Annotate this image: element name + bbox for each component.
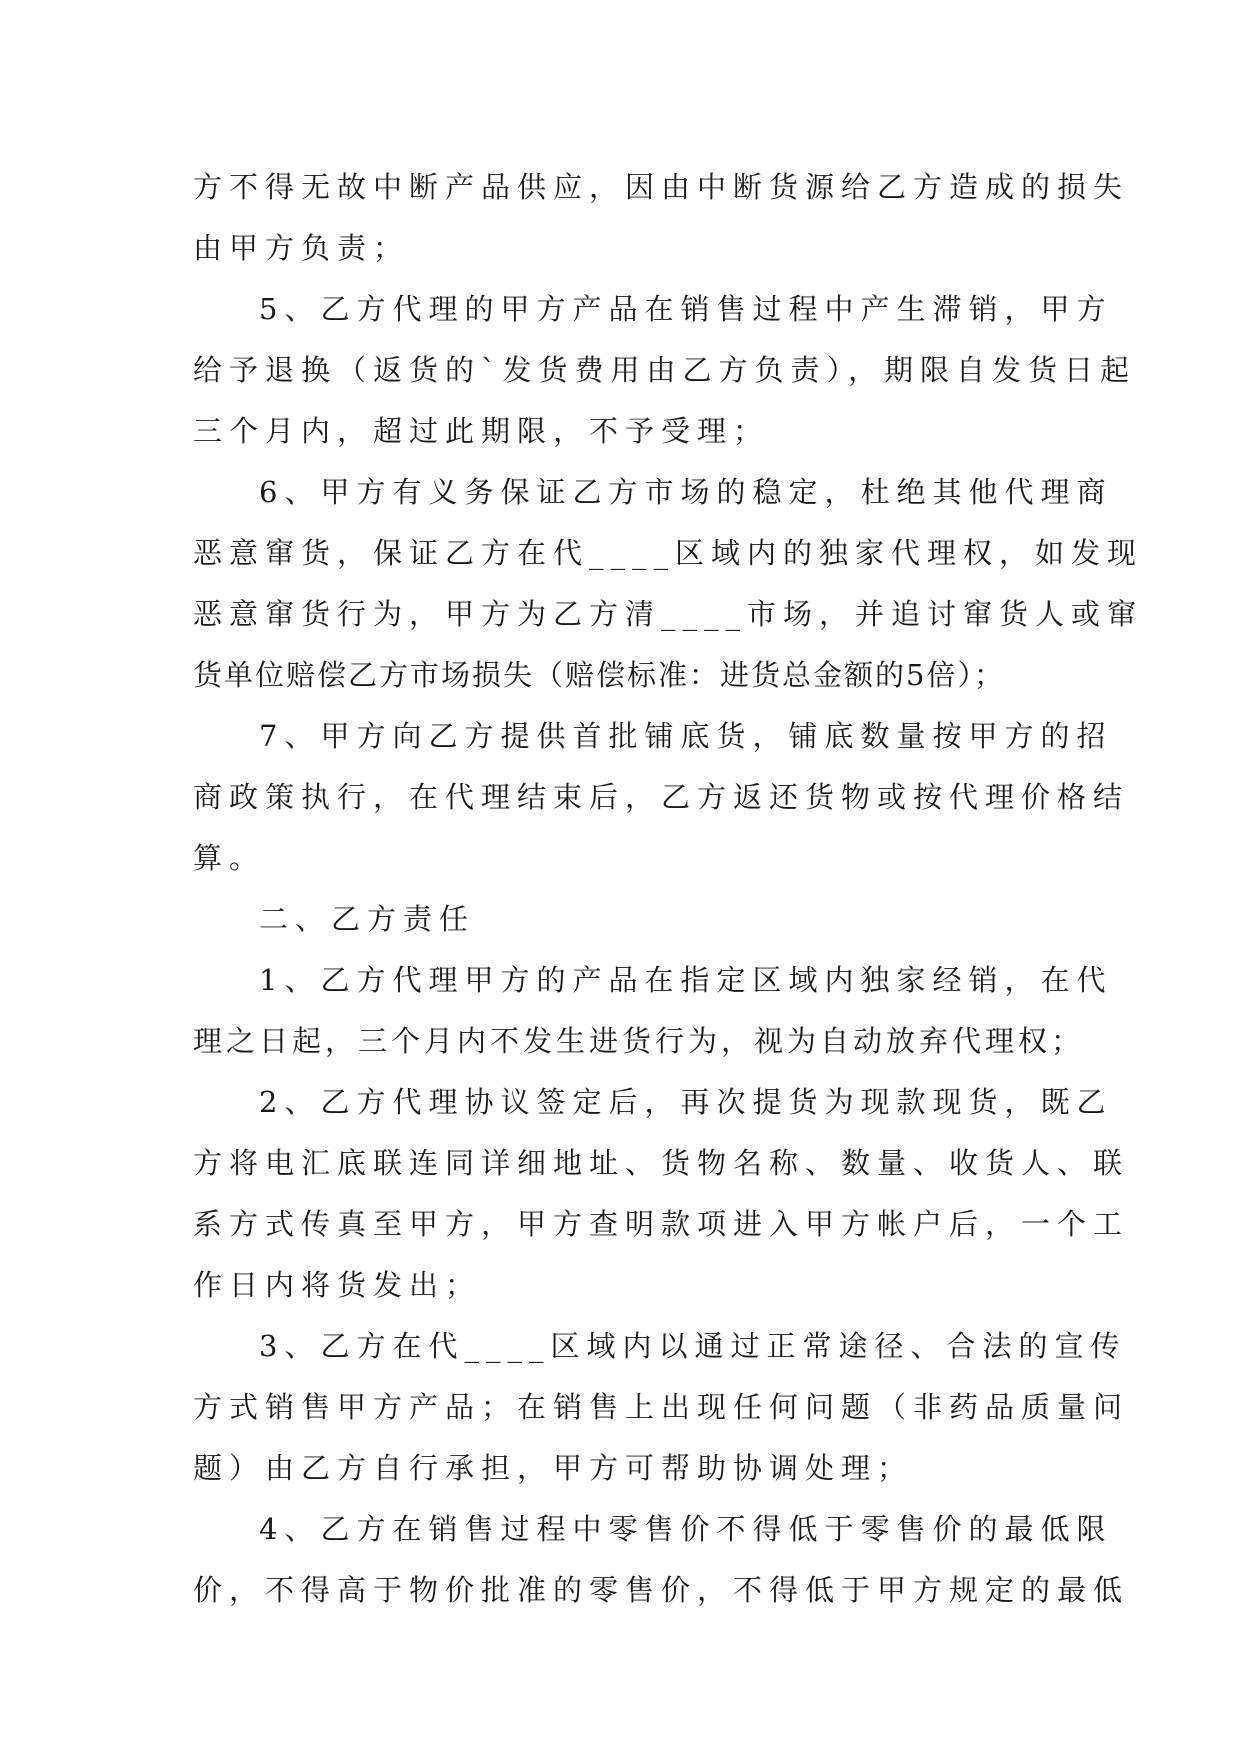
text-line: 二、乙方责任: [259, 902, 476, 936]
document-body: [193, 157, 1144, 1621]
text-line: 货单位赔偿乙方市场损失（赔偿标准：进货总金额的5倍）；: [193, 658, 1005, 692]
paragraph: [193, 279, 1137, 462]
text-line: 方不得无故中断产品供应，因由中断货源给乙方造成的损失: [193, 170, 1130, 204]
text-line: 理之日起，三个月内不发生进货行为，视为自动放弃代理权；: [193, 1024, 1085, 1058]
text-line: 恶意窜货，保证乙方在代____区域内的独家代理权，如发现: [193, 536, 1144, 570]
paragraph: [193, 706, 1130, 889]
text-line: 作日内将货发出；: [193, 1268, 482, 1302]
text-line: 三个月内，超过此期限，不予受理；: [193, 414, 770, 448]
text-line: 1、乙方代理甲方的产品在指定区域内独家经销，在代: [259, 963, 1113, 997]
paragraph: [193, 950, 1113, 1072]
text-line: 6、甲方有义务保证乙方市场的稳定，杜绝其他代理商: [259, 475, 1113, 509]
text-line: 商政策执行，在代理结束后，乙方返还货物或按代理价格结: [193, 780, 1130, 814]
text-line: 恶意窜货行为，甲方为乙方清____市场，并追讨窜货人或窜: [193, 597, 1144, 631]
text-line: 方将电汇底联连同详细地址、货物名称、数量、收货人、联: [193, 1146, 1130, 1180]
text-line: 算。: [193, 841, 266, 875]
paragraph: [193, 1072, 1130, 1316]
text-line: 系方式传真至甲方，甲方查明款项进入甲方帐户后，一个工: [193, 1207, 1130, 1241]
text-line: 由甲方负责；: [193, 231, 410, 265]
paragraph: [193, 1499, 1130, 1621]
text-line: 4、乙方在销售过程中零售价不得低于零售价的最低限: [259, 1512, 1113, 1546]
paragraph: [193, 1316, 1130, 1499]
text-line: 价，不得高于物价批准的零售价，不得低于甲方规定的最低: [193, 1573, 1130, 1607]
text-line: 2、乙方代理协议签定后，再次提货为现款现货，既乙: [259, 1085, 1113, 1119]
text-line: 7、甲方向乙方提供首批铺底货，铺底数量按甲方的招: [259, 719, 1113, 753]
paragraph: [193, 157, 1130, 279]
paragraph: [193, 462, 1144, 706]
text-line: 方式销售甲方产品；在销售上出现任何问题（非药品质量问: [193, 1390, 1130, 1424]
text-line: 5、乙方代理的甲方产品在销售过程中产生滞销，甲方: [259, 292, 1113, 326]
text-line: 3、乙方在代____区域内以通过正常途径、合法的宣传: [259, 1329, 1127, 1363]
text-line: 给予退换（返货的`发货费用由乙方负责），期限自发货日起: [193, 353, 1137, 387]
text-line: 题）由乙方自行承担，甲方可帮助协调处理；: [193, 1451, 914, 1485]
section-heading: [193, 889, 1053, 950]
